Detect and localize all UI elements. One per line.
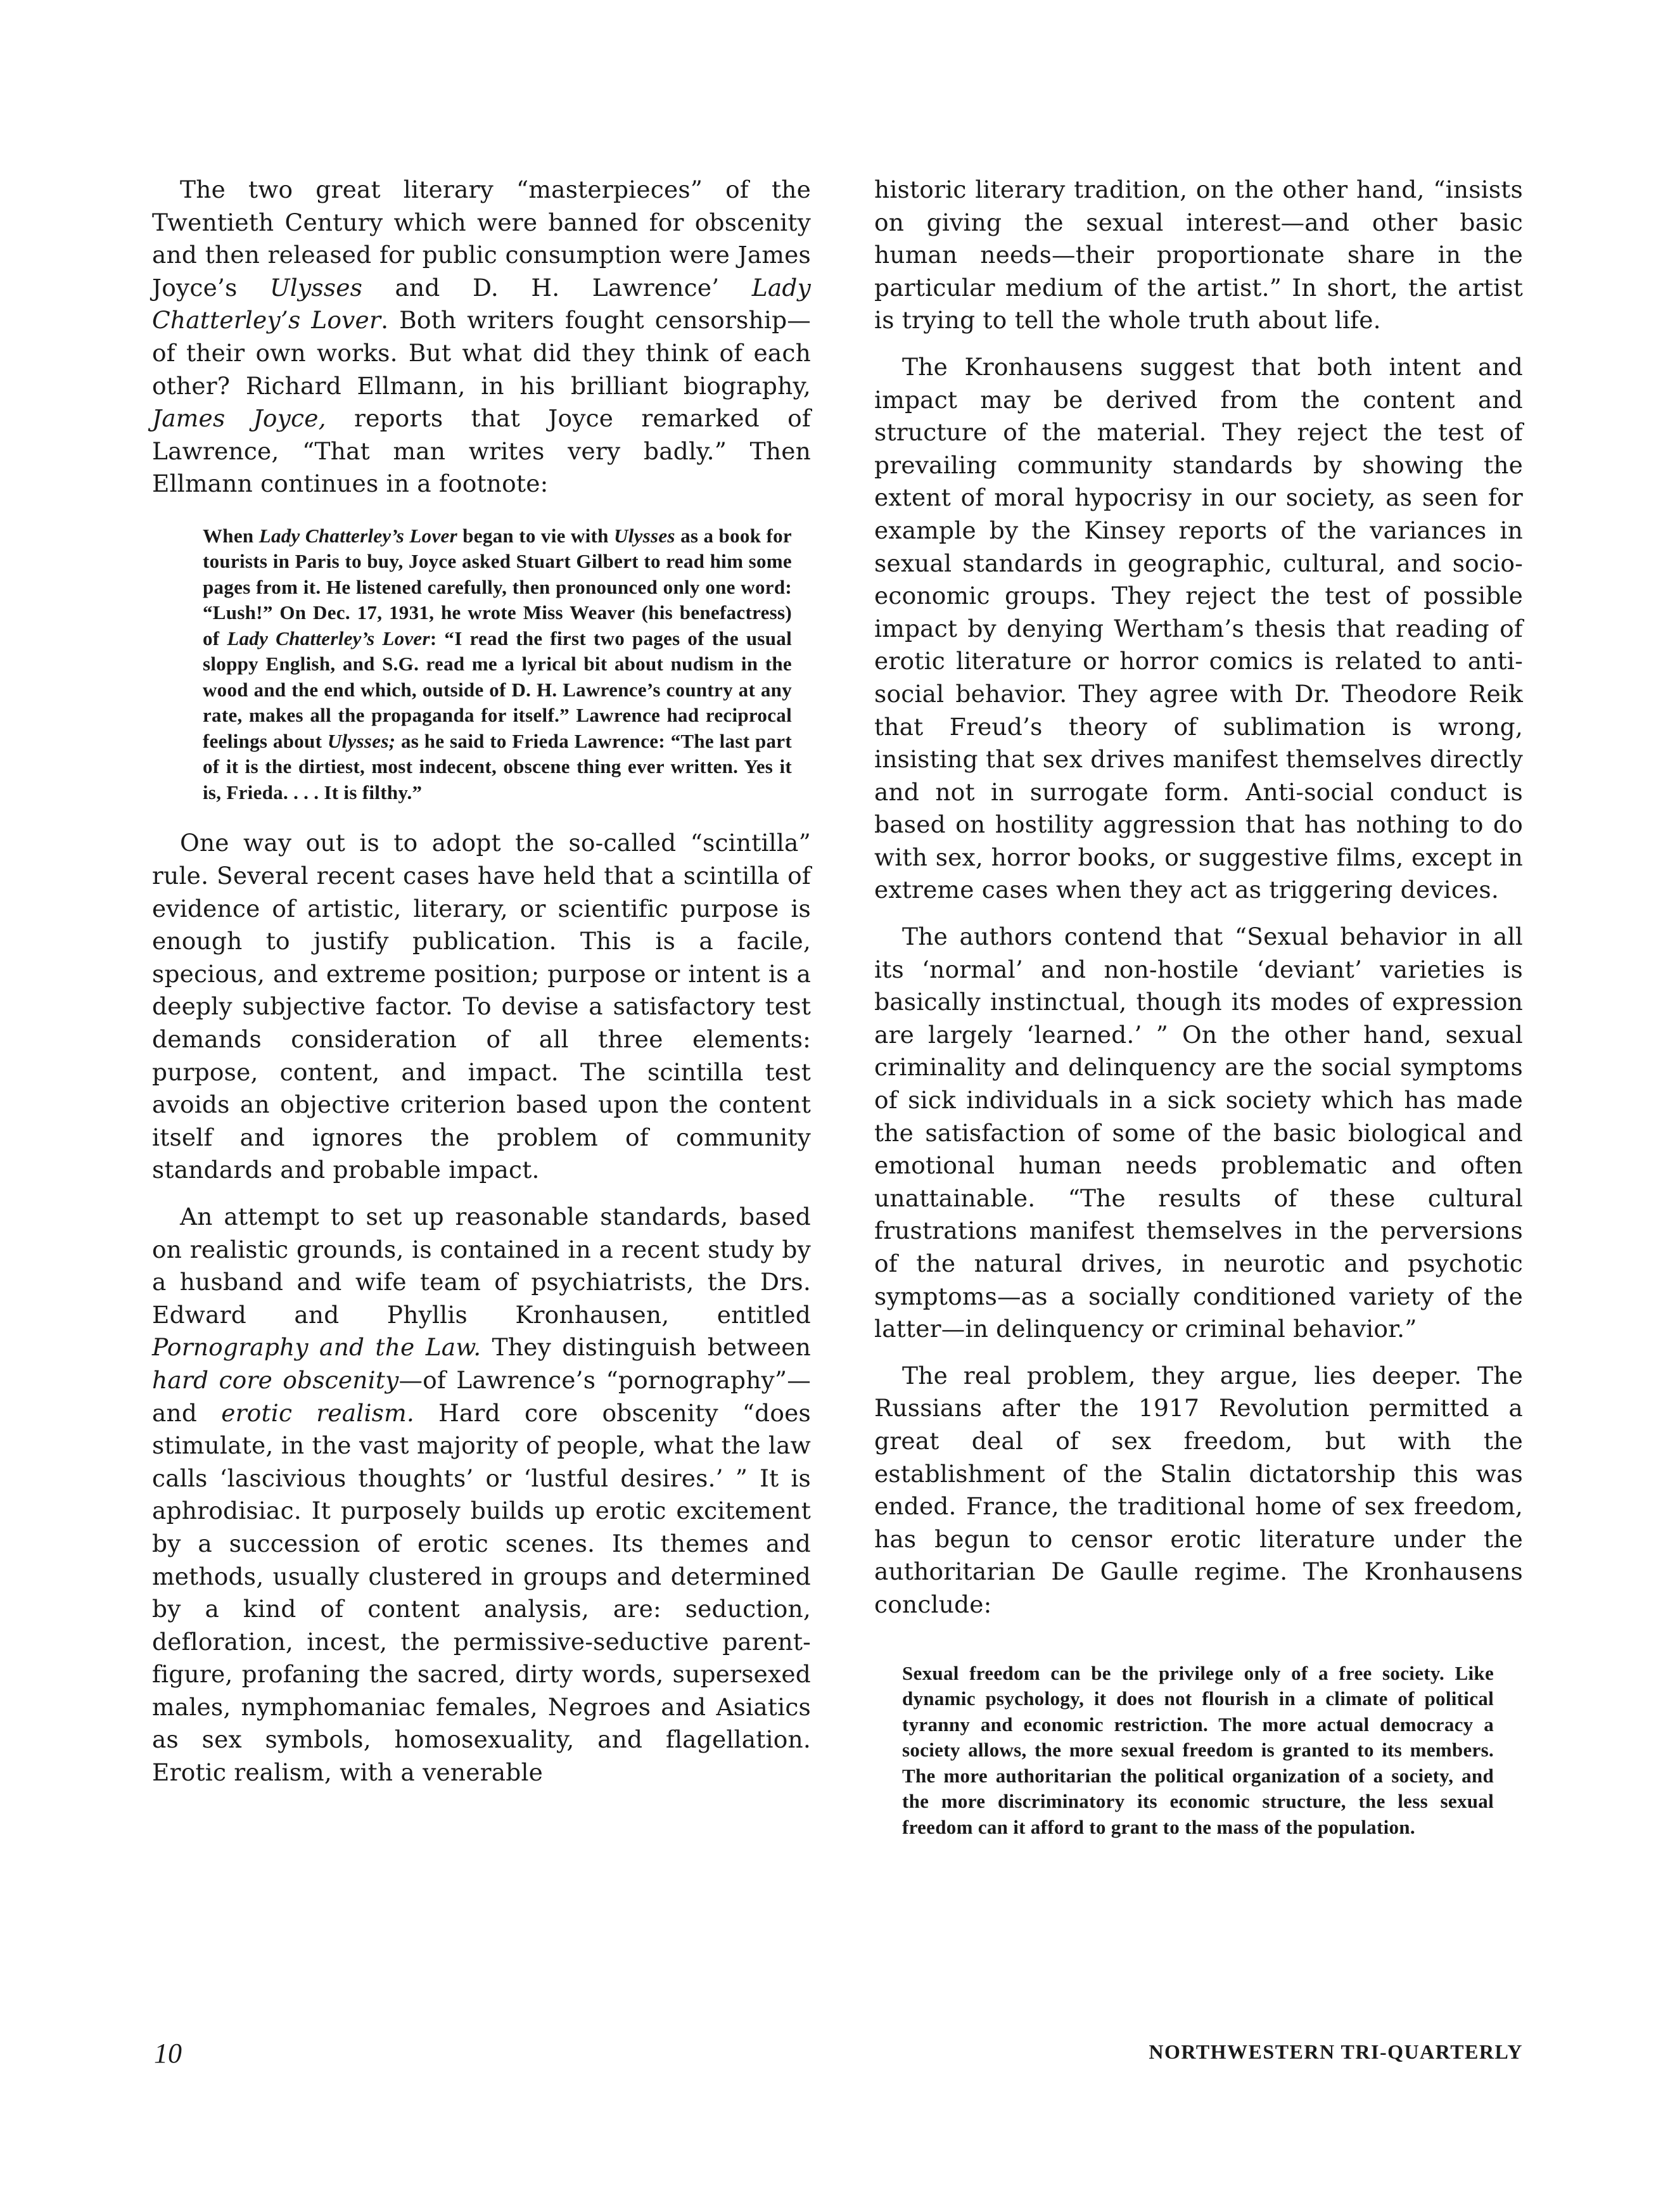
text-run: The two great literary “masterpieces” of the Twentieth Century which were banned for obscenity and then released for public consumption were James Joyce’s <box>152 176 811 302</box>
text-run: as he said to Frieda Lawrence: “The last part of it is the dirtiest, most indecent, obscene thing ever written. Yes it is, Frieda. . . . It is filthy.” <box>203 729 792 803</box>
text-run: Hard core obscenity “does stimulate, in the vast majority of people, what the law calls ‘lascivious thoughts’ or ‘lustful desires.’ ” It is aphrodisiac. It purposely builds up erotic excitement by a succession of erotic scenes. Its themes and methods, usually clustered in groups and determined by a kind of content analysis, are: seduction, defloration, incest, the permissive-seductive parent-figure, profaning the sacred, dirty words, supersexed males, nymphomaniac females, Negroes and Asiatics as sex symbols, homosexuality, and flagellation. Erotic realism, with a venerable <box>152 1398 811 1787</box>
book-title: Pornography and the Law. <box>152 1333 481 1362</box>
paragraph-kronhausen-study <box>152 1201 811 1789</box>
text-run: When <box>203 524 259 547</box>
text-run: . Both writers fought censorship—of their own works. But what did they think of each other? Richard Ellmann, in his brilliant biography, <box>152 306 811 400</box>
paragraph-continued: historic literary tradition, on the other hand, “insists on giving the sexual interest—and other basic human needs—their proportionate share in the particular medium of the artist.” In short, the artist is trying to tell the whole truth about life. <box>874 176 1523 335</box>
book-title: Ulysses <box>269 273 363 302</box>
book-title: Lady Chatterley’s Lover <box>227 627 430 649</box>
text-run: They distinguish between <box>481 1333 811 1362</box>
paragraph-real-problem: The real problem, they argue, lies deeper. The Russians after the 1917 Revolution permitted a great deal of sex freedom, but with the establishment of the Stalin dictatorship this was ended. France, the traditional home of sex freedom, has begun to censor erotic literature under the authoritarian De Gaulle regime. The Kronhausens conclude: <box>874 1361 1523 1618</box>
paragraph-intro <box>152 174 811 501</box>
paragraph-authors-contend: The authors contend that “Sexual behavior in all its ‘normal’ and non-hostile ‘deviant’ varieties is basically instinctual, though its modes of expression are largely ‘learned.’ ” On the other hand, sexual criminality and delinquency are the social symptoms of sick individuals in a sick society which has made the satisfaction of some of the basic biological and emotional human needs problematic and often unattainable. “The results of these cultural frustrations manifest themselves in the perversions of the natural drives, in neurotic and psychotic symptoms—as a socially conditioned variety of the latter—in delinquency or criminal behavior.” <box>874 923 1523 1343</box>
footnote-quote <box>203 523 792 806</box>
text-run: as a book for tourists in Paris to buy, Joyce asked Stuart Gilbert to read him some pages from it. He listened carefully, then pronounced only one word: “Lush!” On Dec. 17, 1931, he wrote Miss Weaver (his benefactress) of <box>203 524 792 649</box>
book-title: Lady Chatterley’s Lover <box>152 273 811 335</box>
text-run: began to vie with <box>457 524 614 547</box>
text-run: reports that Joyce remarked of Lawrence, “That man writes very badly.” Then Ellmann continues in a footnote: <box>152 404 811 498</box>
text-run: and D. H. Lawrence’ <box>362 273 752 302</box>
text-run: —of Lawrence’s “pornography”—and <box>152 1365 811 1427</box>
emphasis-term: hard core obscenity <box>152 1365 399 1394</box>
journal-title: NORTHWESTERN TRI-QUARTERLY <box>1149 2040 1523 2063</box>
emphasis-term: erotic realism. <box>221 1398 415 1427</box>
paragraph-scintilla: One way out is to adopt the so-called “scintilla” rule. Several recent cases have held that a scintilla of evidence of artistic, literary, or scientific purpose is enough to justify publication. This is a facile, specious, and extreme position; purpose or intent is a deeply subjective factor. To devise a satisfactory test demands consideration of all three elements: purpose, content, and impact. The scintilla test avoids an objective criterion based upon the content itself and ignores the problem of community standards and probable impact. <box>152 829 811 1184</box>
book-title: Lady Chatterley’s Lover <box>258 524 457 547</box>
right-column <box>874 174 1523 1840</box>
block-quote-conclusion: Sexual freedom can be the privilege only of a free society. Like dynamic psychology, it does not flourish in a climate of political tyranny and economic restriction. The more actual democracy a society allows, the more sexual freedom is granted to its members. The more authoritarian the political organization of a society, and the more discriminatory its economic structure, the less sexual freedom can it afford to grant to the mass of the population. <box>902 1661 1494 1838</box>
book-title: Ulysses <box>613 524 675 547</box>
text-run: : “I read the first two pages of the usual sloppy English, and S.G. read me a lyrical bit about nudism in the wood and the end which, outside of D. H. Lawrence’s country at any rate, makes all the propaganda for itself.” Lawrence had reciprocal feelings about <box>203 627 792 752</box>
paragraph-intent-impact: The Kronhausens suggest that both intent and impact may be derived from the content and structure of the material. They reject the test of prevailing community standards by showing the extent of moral hypocrisy in our society, as seen for example by the Kinsey reports of the variances in sexual standards in geographic, cultural, and socio-economic groups. They reject the test of possible impact by denying Wertham’s thesis that reading of erotic literature or horror comics is related to anti-social behavior. They agree with Dr. Theodore Reik that Freud’s theory of sublimation is wrong, insisting that sex drives manifest themselves directly and not in surrogate form. Anti-social conduct is based on hostility aggression that has nothing to do with sex, horror books, or suggestive films, except in extreme cases when they act as triggering devices. <box>874 352 1523 904</box>
page-number: 10 <box>154 2038 182 2069</box>
left-column <box>152 174 811 1803</box>
book-title: James Joyce, <box>152 404 326 433</box>
book-title: Ulysses; <box>327 729 396 752</box>
text-run: An attempt to set up reasonable standards, based on realistic grounds, is contained in a recent study by a husband and wife team of psychiatrists, the Drs. Edward and Phyllis Kronhausen, entitled <box>152 1202 811 1329</box>
